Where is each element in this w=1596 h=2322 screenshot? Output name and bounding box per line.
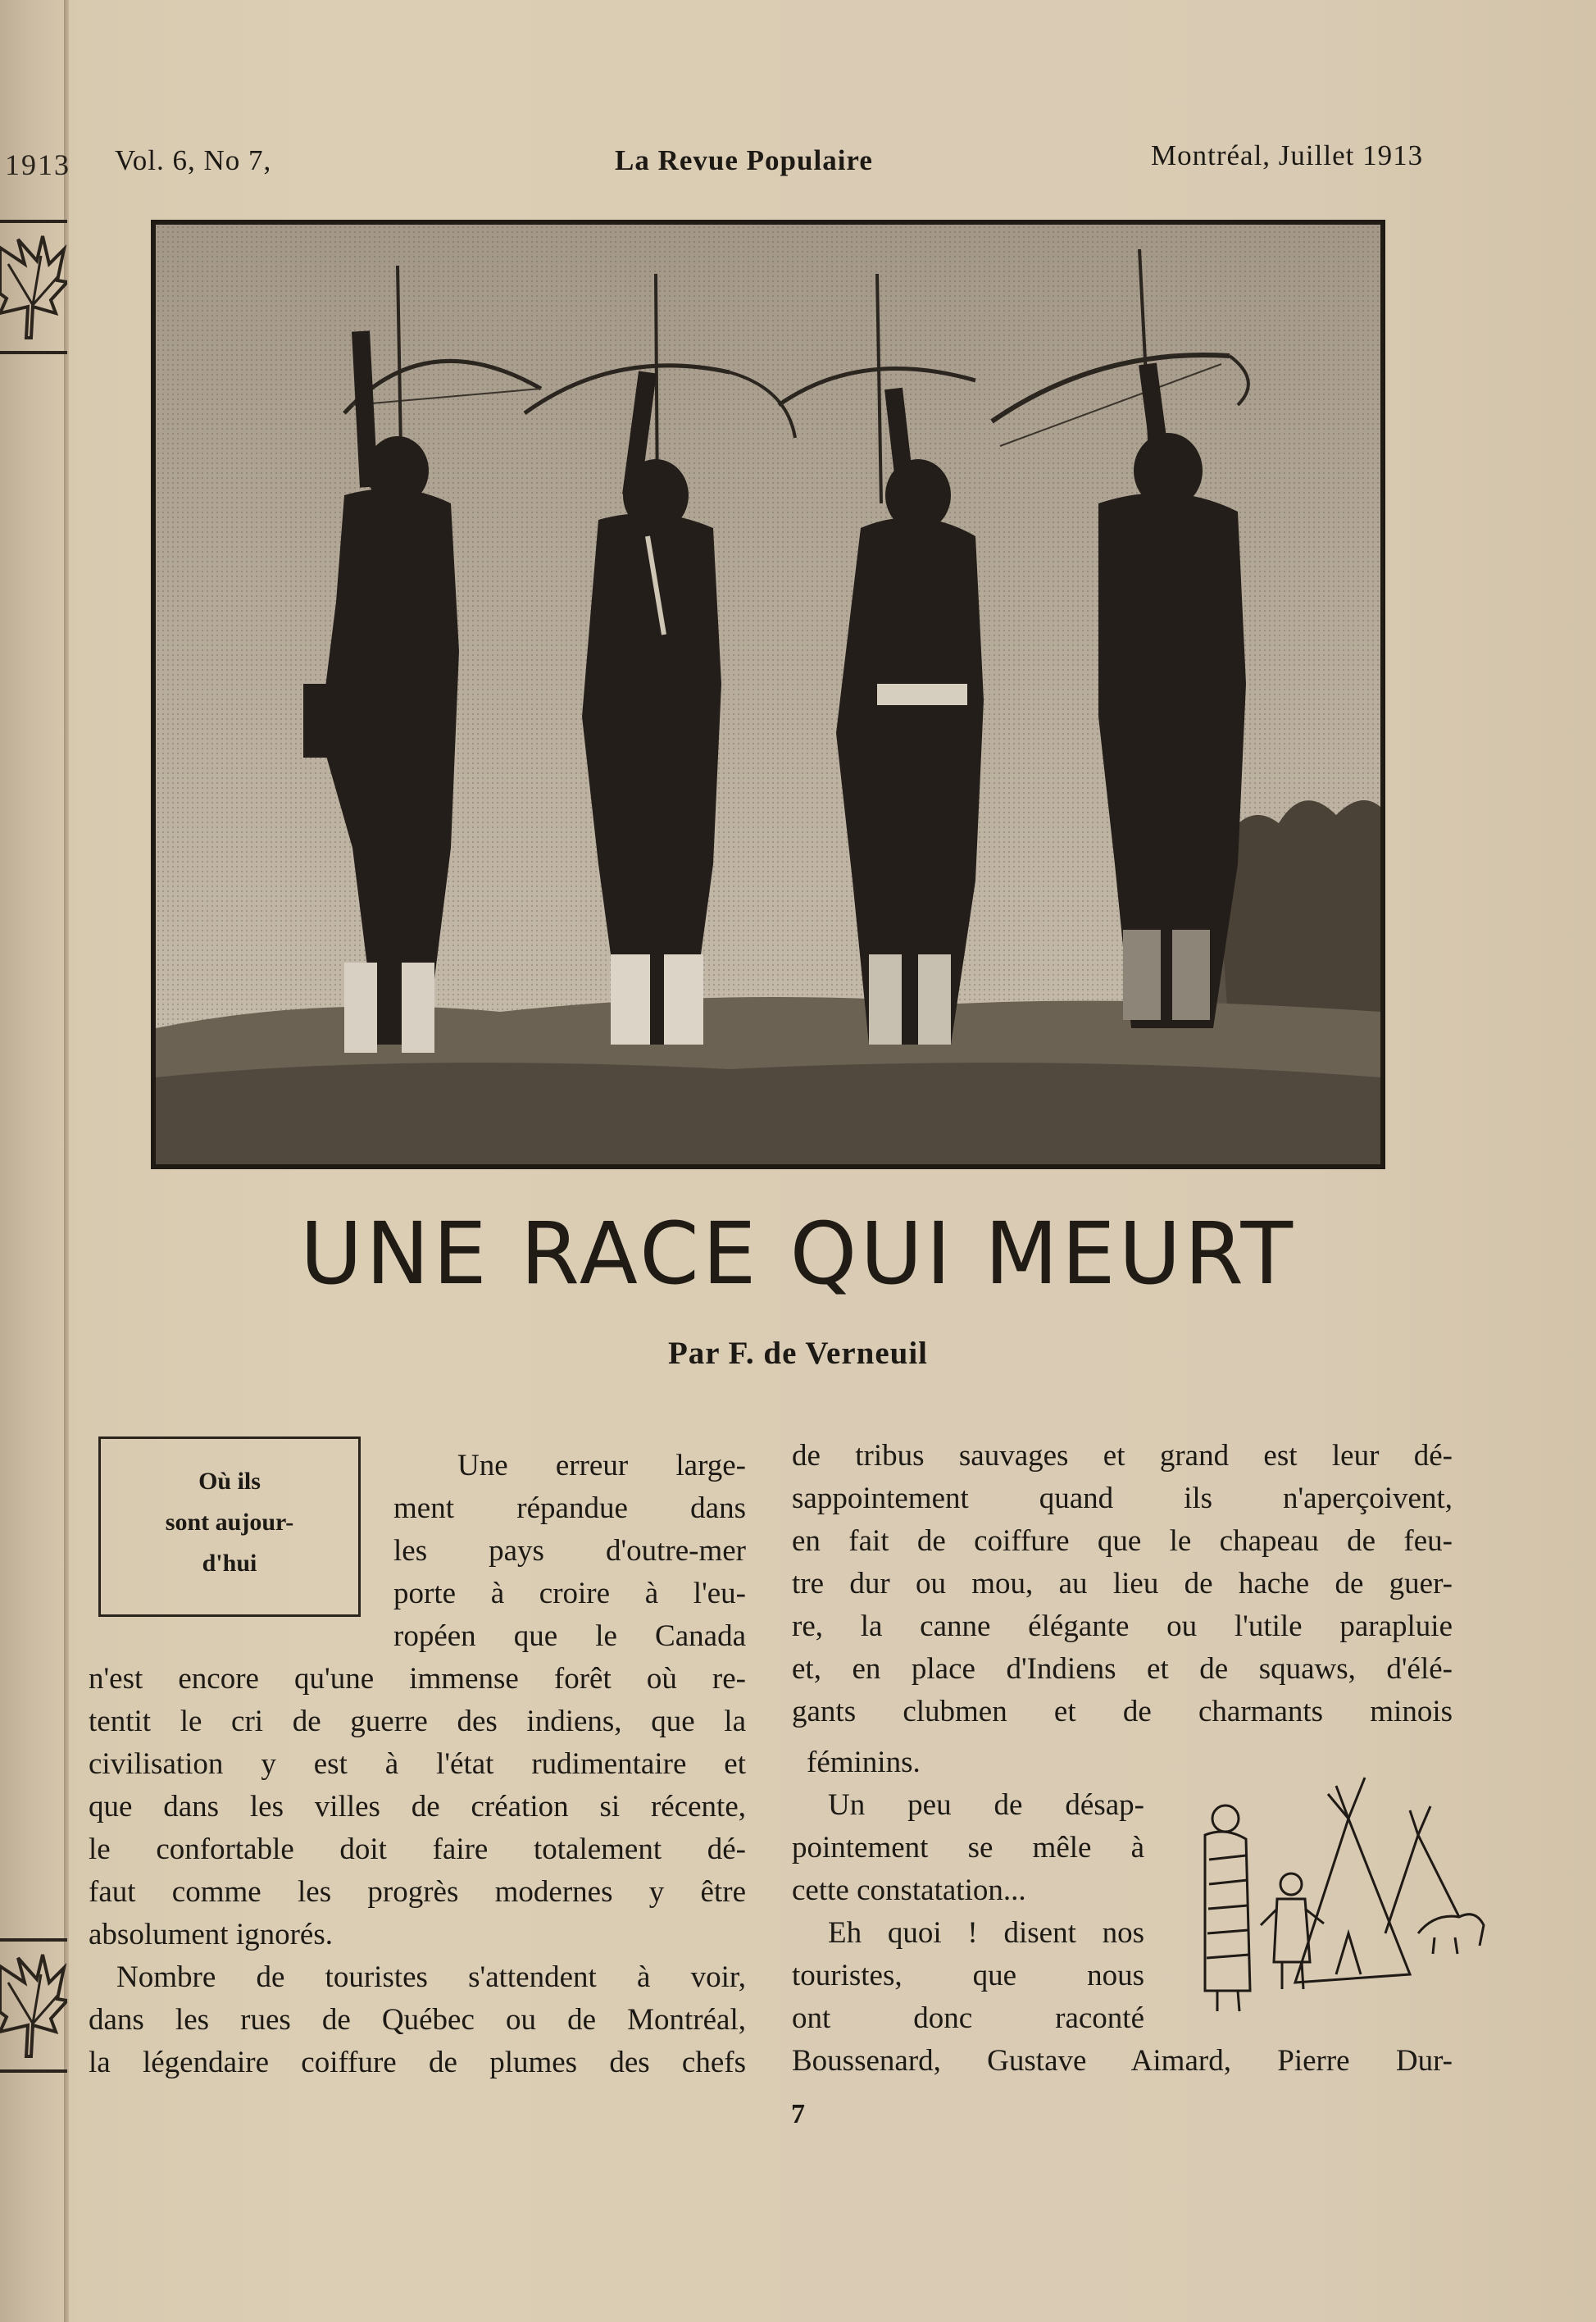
text-line: en fait de coiffure que le chapeau de feu- [792,1524,1453,1558]
text-line: ment répandue dans [393,1491,746,1525]
text-line: sappointement quand ils n'aperçoivent, [792,1482,1453,1515]
sidebar-box [98,1436,361,1617]
archers-photograph [151,220,1385,1169]
sidebar-text [101,1461,358,1584]
volume-number: Vol. 6, No 7, [115,144,272,176]
text-line: la légendaire coiffure de plumes des chefs [89,2046,746,2079]
maple-leaf-icon [0,231,67,346]
text-line: de tribus sauvages et grand est leur dé- [792,1439,1453,1473]
maple-leaf-ornament-bottom [0,1938,67,2078]
article-title: UNE RACE QUI MEURT [300,1204,1296,1304]
text-line: Eh quoi ! disent nos [828,1916,1144,1950]
article-byline: Par F. de Verneuil [667,1336,929,1371]
text-line: pointement se mêle à [792,1831,1144,1864]
text-line: Une erreur large- [457,1449,746,1482]
text-line: ont donc raconté [792,2001,1144,2035]
text-line: porte à croire à l'eu- [393,1577,746,1610]
text-line: n'est encore qu'une immense forêt où re- [89,1662,746,1696]
sidebar-line: d'hui [202,1550,257,1577]
text-line: ropéen que le Canada [393,1619,746,1653]
text-line: re, la canne élégante ou l'utile parapluie [792,1609,1453,1643]
text-line: Boussenard, Gustave Aimard, Pierre Dur- [792,2044,1453,2078]
text-line: civilisation y est à l'état rudimentaire et [89,1747,746,1781]
maple-leaf-ornament-top [0,220,67,359]
place-and-date: Montréal, Juillet 1913 [1151,139,1424,171]
text-line: cette constatation... [792,1874,1026,1907]
text-line: Un peu de désap- [828,1788,1144,1822]
text-line: féminins. [807,1746,921,1779]
text-line: que dans les villes de création si récente, [89,1790,746,1823]
sidebar-line: Où ils [198,1468,261,1495]
text-line: absolument ignorés. [89,1918,334,1951]
text-line: dans les rues de Québec ou de Montréal, [89,2003,746,2037]
text-line: Nombre de touristes s'attendent à voir, [116,1960,746,1994]
maple-leaf-icon [0,1950,67,2065]
text-line: et, en place d'Indiens et de squaws, d'élé- [792,1652,1453,1686]
publication-name: La Revue Populaire [615,144,873,176]
page-number: 7 [791,2099,805,2129]
text-line: le confortable doit faire totalement dé- [89,1833,746,1866]
text-line: gants clubmen et de charmants minois [792,1695,1453,1728]
tepee-illustration [1172,1769,1492,2024]
adjacent-page-fragment: 1913 [5,148,70,181]
text-line: tentit le cri de guerre des indiens, que la [89,1705,746,1738]
text-line: faut comme les progrès modernes y être [89,1875,746,1909]
running-header [0,138,1596,187]
sidebar-line: sont aujour- [165,1509,294,1536]
text-line: les pays d'outre-mer [393,1534,746,1568]
text-line: touristes, que nous [792,1959,1144,1992]
text-line: tre dur ou mou, au lieu de hache de guer- [792,1567,1453,1600]
